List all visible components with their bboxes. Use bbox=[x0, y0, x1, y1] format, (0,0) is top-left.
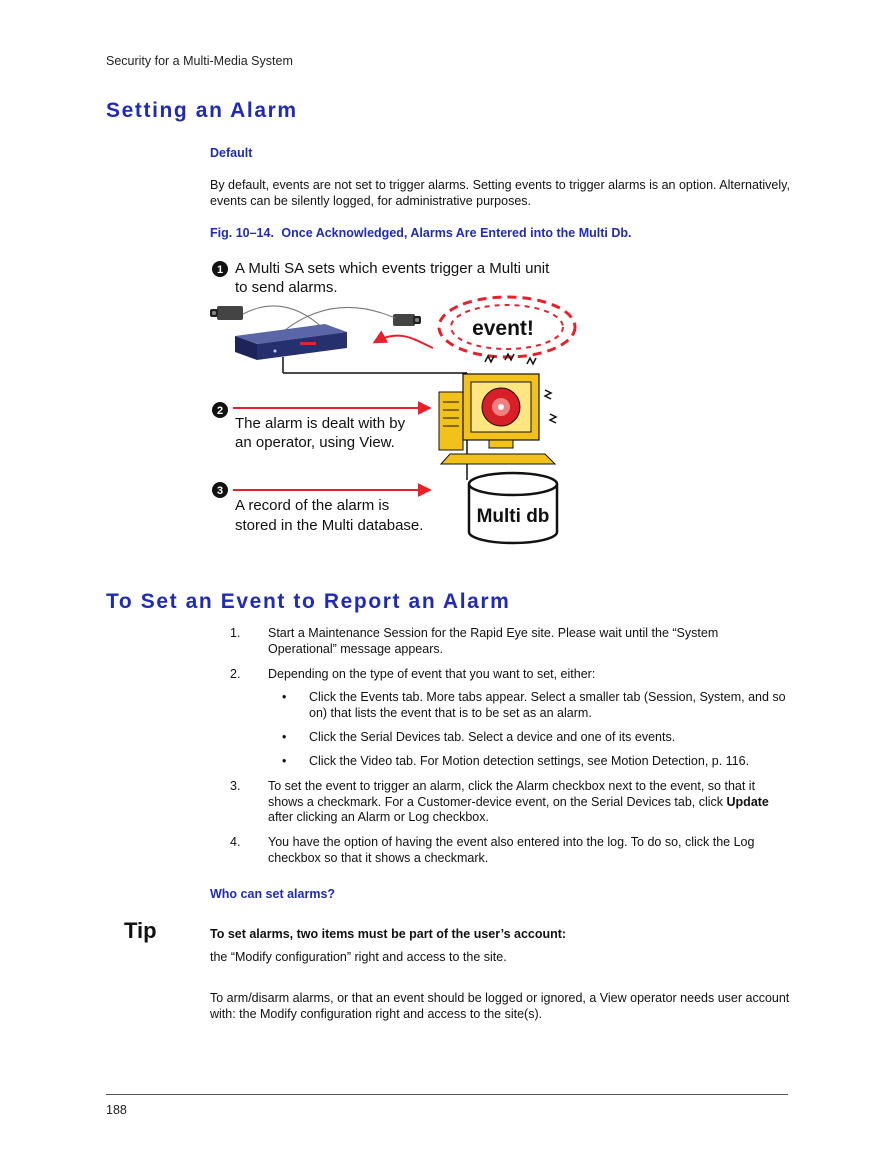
figure-number: Fig. 10–14. bbox=[210, 226, 274, 240]
footer-rule bbox=[106, 1094, 788, 1095]
update-keyword: Update bbox=[726, 794, 769, 809]
computer-alarm-icon bbox=[439, 374, 555, 464]
tip-heading: To set alarms, two items must be part of the user’s account: bbox=[210, 927, 567, 941]
section-title-set-event: To Set an Event to Report an Alarm bbox=[106, 590, 511, 613]
tip-line: the “Modify configuration” right and access to the site. bbox=[210, 950, 507, 964]
svg-text:1: 1 bbox=[216, 264, 224, 276]
svg-text:event!: event! bbox=[472, 317, 534, 340]
steps-list: 1. Start a Maintenance Session for the Rapid Eye site. Please wait until the “System Operational” message appears. 2. Depending on the type of event that you want to set, either: • Click the Events tab. More tabs appear. Select a smaller tab (Session, System, and so on) that lists the event that is to be set as an alarm. • Click the Serial Devices tab. Select a device and one of its events. • Click the Video tab. For Motion detection settings, see Motion Detection, p. 116. 3. To set the event to trigger an alarm, click the Alarm checkbox next to the event, so that it shows a checkmark. For a Customer-device event, on the Serial Devices tab, click Update after clicking an Alarm or Log checkbox. 4. You have the option of having the event also entered into the log. To do so, click the Log checkbox so that it shows a checkmark. bbox=[230, 626, 786, 865]
step3-line2: stored in the Multi database. bbox=[235, 517, 424, 534]
step2-marker bbox=[212, 402, 228, 418]
svg-text:3: 3 bbox=[216, 485, 224, 497]
step3-marker bbox=[212, 482, 228, 498]
multi-unit-device-icon bbox=[235, 324, 347, 360]
svg-text:2: 2 bbox=[216, 405, 224, 417]
camera-right-icon bbox=[393, 314, 421, 326]
figure-caption bbox=[210, 226, 631, 240]
step1-line2: to send alarms. bbox=[235, 279, 338, 296]
step1-line1: A Multi SA sets which events trigger a Multi unit bbox=[235, 260, 550, 277]
default-paragraph: By default, events are not set to trigger alarms. Setting events to trigger alarms is an option. Alternatively, events can be silently logged, for administrative purposes. bbox=[210, 178, 790, 208]
figure-caption-text: Once Acknowledged, Alarms Are Entered into the Multi Db. bbox=[281, 226, 632, 240]
running-header: Security for a Multi-Media System bbox=[106, 54, 293, 68]
subhead-who-can-set: Who can set alarms? bbox=[210, 887, 336, 901]
camera-left-icon bbox=[210, 306, 243, 320]
step2-line2: an operator, using View. bbox=[235, 434, 395, 451]
section-title-setting-alarm: Setting an Alarm bbox=[106, 99, 298, 122]
step2-line1: The alarm is dealt with by bbox=[235, 415, 406, 432]
event-bubble bbox=[439, 297, 575, 357]
alarm-flow-figure bbox=[205, 252, 595, 552]
step1-marker bbox=[212, 261, 228, 277]
tip-label: Tip bbox=[124, 918, 157, 943]
page-number: 188 bbox=[106, 1103, 127, 1117]
svg-text:Multi db: Multi db bbox=[476, 506, 550, 527]
tip-paragraph: To arm/disarm alarms, or that an event should be logged or ignored, a View operator needs user account with: the Modify configuration right and access to the site(s). bbox=[210, 991, 790, 1021]
database-icon bbox=[469, 473, 557, 543]
subhead-default: Default bbox=[210, 146, 253, 160]
step3-line1: A record of the alarm is bbox=[235, 497, 390, 514]
